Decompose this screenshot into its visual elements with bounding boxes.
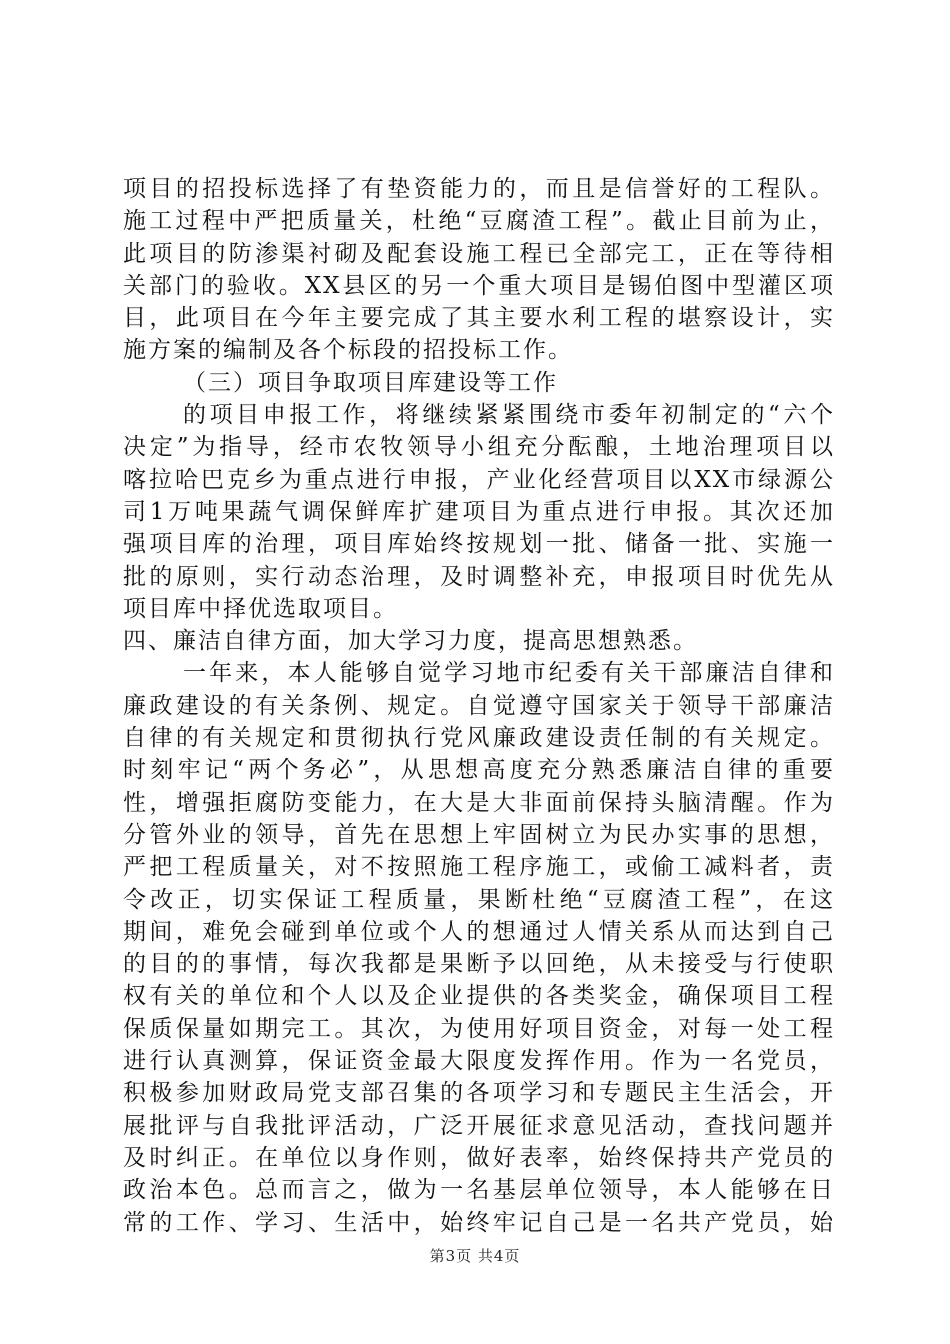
text-line: 分管外业的领导，首先在思想上牢固树立为民办实事的思想，	[123, 821, 835, 848]
text-line: 时刻牢记“两个务必”，从思想高度充分熟悉廉洁自律的重要	[123, 757, 835, 784]
text-line: 自律的有关规定和贯彻执行党风廉政建设责任制的有关规定。	[123, 725, 835, 752]
text-line: 积极参加财政局党支部召集的各项学习和专题民主生活会，开	[123, 1080, 835, 1107]
text-line: 保质保量如期完工。其次，为使用好项目资金，对每一处工程	[123, 1015, 835, 1042]
body-text	[123, 173, 835, 1239]
text-line: 喀拉哈巴克乡为重点进行申报，产业化经营项目以XX市绿源公	[123, 466, 835, 493]
text-line: 性，增强拒腐防变能力，在大是大非面前保持头脑清醒。作为	[123, 789, 835, 816]
text-line: 廉政建设的有关条例、规定。自觉遵守国家关于领导干部廉洁	[123, 692, 835, 719]
text-line: 批的原则，实行动态治理，及时调整补充，申报项目时优先从	[123, 563, 835, 590]
text-line: 项目的招投标选择了有垫资能力的，而且是信誉好的工程队。	[123, 176, 835, 202]
page-footer: 第3页 共4页	[429, 1247, 521, 1265]
text-line: 展批评与自我批评活动，广泛开展征求意见活动，查找问题并	[123, 1112, 835, 1139]
text-line: 项目库中择优选取项目。	[123, 595, 398, 622]
text-line: 期间，难免会碰到单位或个人的想通过人情关系从而达到自己	[123, 918, 835, 945]
text-line: 及时纠正。在单位以身作则，做好表率，始终保持共产党员的	[123, 1144, 835, 1171]
text-line: 政治本色。总而言之，做为一名基层单位领导，本人能够在日	[123, 1177, 835, 1204]
text-line: 目，此项目在今年主要完成了其主要水利工程的堪察设计，实	[123, 305, 835, 332]
text-line: 一年来，本人能够自觉学习地市纪委有关干部廉洁自律和	[183, 660, 835, 687]
text-line: 司1万吨果蔬气调保鲜库扩建项目为重点进行申报。其次还加	[123, 498, 835, 525]
text-line: 施工过程中严把质量关，杜绝“豆腐渣工程”。截止目前为止，	[123, 208, 835, 235]
text-line: 的项目申报工作，将继续紧紧围绕市委年初制定的“六个	[183, 402, 835, 429]
text-line: 的目的的事情，每次我都是果断予以回绝，从未接受与行使职	[123, 951, 835, 978]
section-heading: （三）项目争取项目库建设等工作	[183, 369, 558, 396]
text-line: 令改正，切实保证工程质量，果断杜绝“豆腐渣工程”，在这	[123, 886, 835, 913]
text-line: 施方案的编制及各个标段的招投标工作。	[123, 337, 573, 364]
text-line: 强项目库的治理，项目库始终按规划一批、储备一批、实施一	[123, 531, 835, 558]
section-heading: 四、廉洁自律方面，加大学习力度，提高思想熟悉。	[123, 628, 698, 655]
text-line: 决定”为指导，经市农牧领导小组充分酝酿，土地治理项目以	[123, 434, 835, 461]
text-line: 严把工程质量关，对不按照施工程序施工，或偷工减料者，责	[123, 854, 835, 881]
text-line: 进行认真测算，保证资金最大限度发挥作用。作为一名党员，	[123, 1048, 835, 1075]
text-line: 常的工作、学习、生活中，始终牢记自己是一名共产党员，始	[123, 1209, 835, 1236]
text-line: 权有关的单位和个人以及企业提供的各类奖金，确保项目工程	[123, 983, 835, 1010]
text-line: 关部门的验收。XX县区的另一个重大项目是锡伯图中型灌区项	[123, 272, 835, 299]
text-line: 此项目的防渗渠衬砌及配套设施工程已全部完工，正在等待相	[123, 240, 835, 267]
